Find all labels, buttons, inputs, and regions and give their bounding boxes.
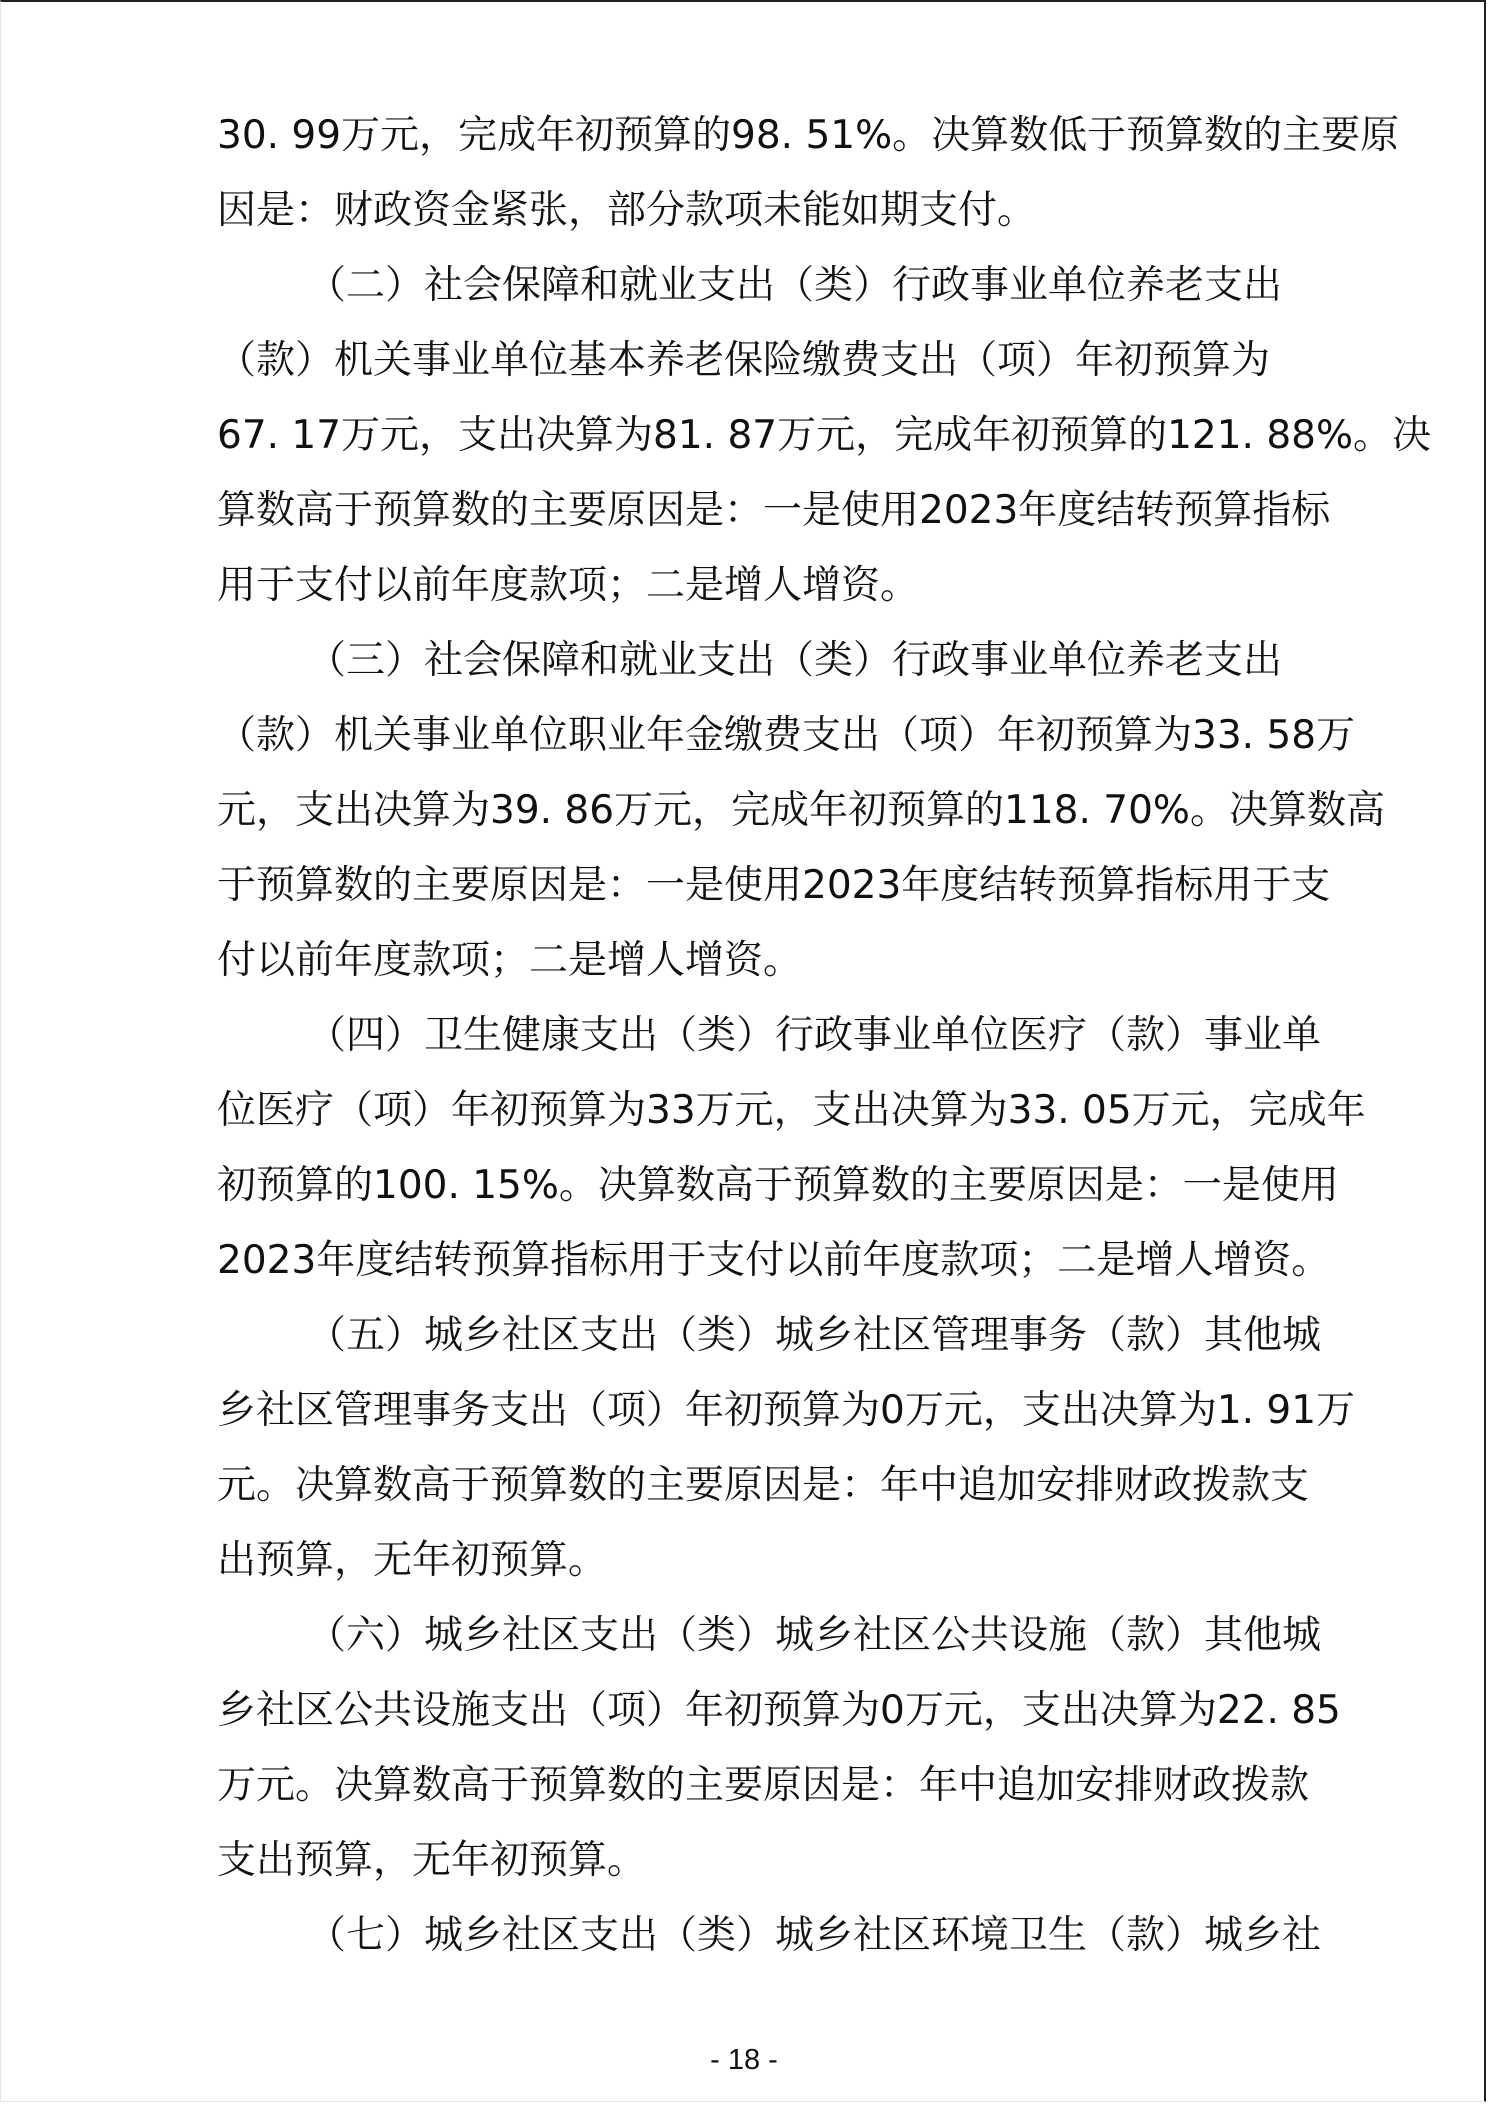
paragraph-item-6 bbox=[217, 1598, 1341, 1898]
text-line: 元，支出决算为39. 86万元，完成年初预算的118. 70%。决算数高 bbox=[217, 788, 1385, 833]
text-line: 元。决算数高于预算数的主要原因是：年中追加安排财政拨款支 bbox=[217, 1463, 1310, 1508]
text-line: 乡社区公共设施支出（项）年初预算为0万元，支出决算为22. 85 bbox=[217, 1688, 1341, 1733]
document-body bbox=[217, 98, 1432, 1973]
paragraph-item-5 bbox=[217, 1298, 1356, 1598]
text-line: 付以前年度款项；二是增人增资。 bbox=[217, 938, 803, 983]
text-line: （款）机关事业单位基本养老保险缴费支出（项）年初预算为 bbox=[217, 338, 1271, 383]
text-line: 算数高于预算数的主要原因是：一是使用2023年度结转预算指标 bbox=[217, 488, 1331, 533]
text-line: 乡社区管理事务支出（项）年初预算为0万元，支出决算为1. 91万 bbox=[217, 1388, 1356, 1433]
text-line: 30. 99万元，完成年初预算的98. 51%。决算数低于预算数的主要原 bbox=[217, 113, 1400, 158]
text-line: 初预算的100. 15%。决算数高于预算数的主要原因是：一是使用 bbox=[217, 1163, 1339, 1208]
text-line: 支出预算，无年初预算。 bbox=[217, 1838, 647, 1883]
paragraph-carryover bbox=[217, 98, 1400, 248]
text-line: （四）卫生健康支出（类）行政事业单位医疗（款）事业单 bbox=[307, 1013, 1322, 1058]
text-line: （三）社会保障和就业支出（类）行政事业单位养老支出 bbox=[307, 638, 1283, 683]
paragraph-item-7 bbox=[217, 1898, 1322, 1973]
page-number: - 18 - bbox=[710, 2044, 778, 2076]
text-line: （六）城乡社区支出（类）城乡社区公共设施（款）其他城 bbox=[307, 1613, 1322, 1658]
text-line: （五）城乡社区支出（类）城乡社区管理事务（款）其他城 bbox=[307, 1313, 1322, 1358]
paragraph-item-2 bbox=[217, 248, 1432, 623]
paragraph-item-3 bbox=[217, 623, 1385, 998]
text-line: 2023年度结转预算指标用于支付以前年度款项；二是增人增资。 bbox=[217, 1238, 1331, 1283]
text-line: （七）城乡社区支出（类）城乡社区环境卫生（款）城乡社 bbox=[307, 1913, 1322, 1958]
text-line: 万元。决算数高于预算数的主要原因是：年中追加安排财政拨款 bbox=[217, 1763, 1310, 1808]
text-line: 出预算，无年初预算。 bbox=[217, 1538, 608, 1583]
text-line: 67. 17万元，支出决算为81. 87万元，完成年初预算的121. 88%。决 bbox=[217, 413, 1432, 458]
text-line: 因是：财政资金紧张，部分款项未能如期支付。 bbox=[217, 188, 1037, 233]
text-line: 于预算数的主要原因是：一是使用2023年度结转预算指标用于支 bbox=[217, 863, 1331, 908]
text-line: （二）社会保障和就业支出（类）行政事业单位养老支出 bbox=[307, 263, 1283, 308]
text-line: （款）机关事业单位职业年金缴费支出（项）年初预算为33. 58万 bbox=[217, 713, 1356, 758]
text-line: 位医疗（项）年初预算为33万元，支出决算为33. 05万元，完成年 bbox=[217, 1088, 1366, 1133]
paragraph-item-4 bbox=[217, 998, 1366, 1298]
text-line: 用于支付以前年度款项；二是增人增资。 bbox=[217, 563, 920, 608]
